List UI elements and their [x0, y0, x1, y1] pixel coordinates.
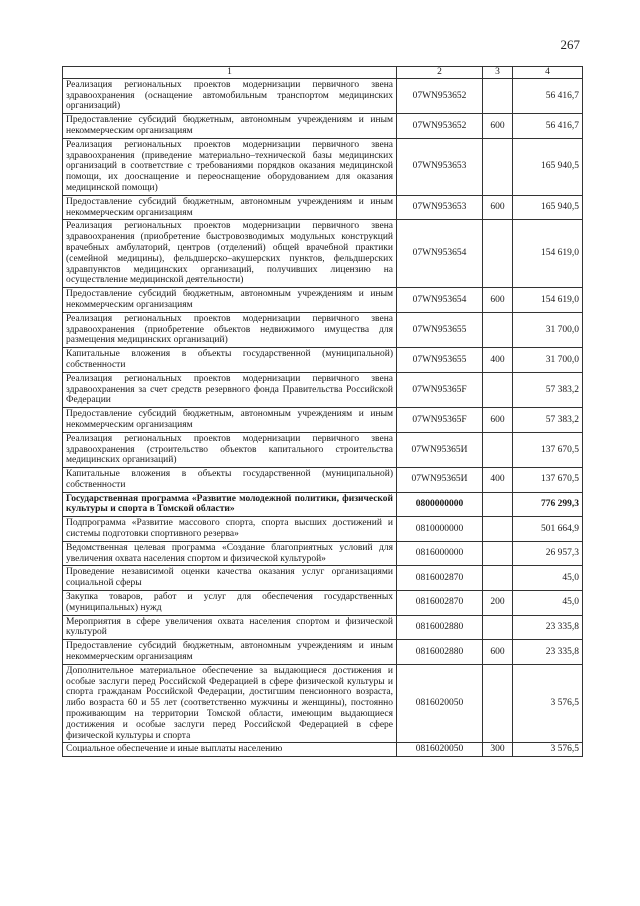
- row-amount-cell: 137 670,5: [513, 468, 583, 493]
- row-type-cell: 200: [483, 591, 513, 616]
- row-type-cell: 600: [483, 288, 513, 313]
- table-row: [63, 114, 583, 139]
- row-amount-cell: 776 299,3: [513, 492, 583, 517]
- row-code-cell: 07WN953655: [397, 312, 483, 347]
- table-row: [63, 78, 583, 113]
- table-row: [63, 432, 583, 467]
- row-name-cell: Закупка товаров, работ и услуг для обеспечения государственных (муниципальных) нужд: [63, 591, 397, 616]
- row-amount-cell: 137 670,5: [513, 432, 583, 467]
- row-name-cell: Предоставление субсидий бюджетным, автономным учреждениям и иным некоммерческим организациям: [63, 288, 397, 313]
- table-row: [63, 220, 583, 288]
- row-name-cell: Предоставление субсидий бюджетным, автономным учреждениям и иным некоммерческим организациям: [63, 195, 397, 220]
- row-name-cell: Ведомственная целевая программа «Создание благоприятных условий для увеличения охвата населения спортом и физической культурой»: [63, 541, 397, 566]
- row-name-cell: Реализация региональных проектов модернизации первичного звена здравоохранения (приведение материально–технической базы медицинских организаций в соответствие с требованиями порядков оказания медицинской помощи, их дооснащение и переоснащение оборудованием для оказания медицинской помощи): [63, 138, 397, 195]
- table-row: [63, 468, 583, 493]
- row-code-cell: 07WN953654: [397, 288, 483, 313]
- row-code-cell: 07WN95365F: [397, 372, 483, 407]
- row-type-cell: [483, 372, 513, 407]
- row-amount-cell: 3 576,5: [513, 743, 583, 757]
- row-amount-cell: 23 335,8: [513, 615, 583, 640]
- row-amount-cell: 57 383,2: [513, 372, 583, 407]
- row-name-cell: Реализация региональных проектов модернизации первичного звена здравоохранения (строительство объектов капитального строительства медицинских организаций): [63, 432, 397, 467]
- row-amount-cell: 26 957,3: [513, 541, 583, 566]
- row-name-cell: Проведение независимой оценки качества оказания услуг организациями социальной сферы: [63, 566, 397, 591]
- row-name-cell: Подпрограмма «Развитие массового спорта, спорта высших достижений и системы подготовки спортивного резерва»: [63, 517, 397, 542]
- row-type-cell: [483, 78, 513, 113]
- row-code-cell: 07WN953652: [397, 78, 483, 113]
- table-row: [63, 541, 583, 566]
- header-type: 3: [483, 67, 513, 79]
- table-row: [63, 615, 583, 640]
- row-name-cell: Реализация региональных проектов модернизации первичного звена здравоохранения (оснащение автомобильным транспортом медицинских организаций): [63, 78, 397, 113]
- row-code-cell: 0816020050: [397, 743, 483, 757]
- row-amount-cell: 45,0: [513, 591, 583, 616]
- table-row: [63, 312, 583, 347]
- row-amount-cell: 3 576,5: [513, 664, 583, 743]
- table-body: [63, 78, 583, 756]
- row-amount-cell: 57 383,2: [513, 408, 583, 433]
- row-code-cell: 0816002880: [397, 615, 483, 640]
- row-type-cell: 600: [483, 408, 513, 433]
- row-amount-cell: 45,0: [513, 566, 583, 591]
- row-name-cell: Социальное обеспечение и иные выплаты населению: [63, 743, 397, 757]
- row-code-cell: 0800000000: [397, 492, 483, 517]
- row-code-cell: 07WN953653: [397, 138, 483, 195]
- row-name-cell: Предоставление субсидий бюджетным, автономным учреждениям и иным некоммерческим организациям: [63, 640, 397, 665]
- row-code-cell: 0816002880: [397, 640, 483, 665]
- row-name-cell: Реализация региональных проектов модернизации первичного звена здравоохранения (приобретение объектов недвижимого имущества для размещения медицинских организаций): [63, 312, 397, 347]
- row-code-cell: 07WN953654: [397, 220, 483, 288]
- header-code: 2: [397, 67, 483, 79]
- row-type-cell: 300: [483, 743, 513, 757]
- header-amount: 4: [513, 67, 583, 79]
- row-code-cell: 0816002870: [397, 591, 483, 616]
- page-number: 267: [560, 37, 580, 52]
- row-type-cell: [483, 664, 513, 743]
- table-row: [63, 743, 583, 757]
- row-type-cell: [483, 566, 513, 591]
- table-row: [63, 348, 583, 373]
- row-name-cell: Мероприятия в сфере увеличения охвата населения спортом и физической культурой: [63, 615, 397, 640]
- row-type-cell: [483, 615, 513, 640]
- row-type-cell: [483, 138, 513, 195]
- row-type-cell: 600: [483, 640, 513, 665]
- row-amount-cell: 165 940,5: [513, 195, 583, 220]
- header-name: 1: [63, 67, 397, 79]
- table-row: [63, 492, 583, 517]
- row-amount-cell: 165 940,5: [513, 138, 583, 195]
- row-type-cell: 600: [483, 114, 513, 139]
- row-code-cell: 07WN95365И: [397, 468, 483, 493]
- row-amount-cell: 154 619,0: [513, 288, 583, 313]
- table-row: [63, 195, 583, 220]
- row-type-cell: [483, 220, 513, 288]
- row-code-cell: 07WN953653: [397, 195, 483, 220]
- table-row: [63, 138, 583, 195]
- row-code-cell: 0816000000: [397, 541, 483, 566]
- row-amount-cell: 501 664,9: [513, 517, 583, 542]
- row-type-cell: 600: [483, 195, 513, 220]
- row-code-cell: 07WN953652: [397, 114, 483, 139]
- row-type-cell: 400: [483, 468, 513, 493]
- table-row: [63, 664, 583, 743]
- row-amount-cell: 31 700,0: [513, 312, 583, 347]
- row-name-cell: Реализация региональных проектов модернизации первичного звена здравоохранения (приобретение быстровозводимых модульных конструкций врачебных амбулаторий, центров (отделений) общей врачебной практики (семейной медицины), фельдшерско–акушерских пунктов, фельдшерских здравпунктов медицинских организаций, получивших лицензию на осуществление медицинской деятельности): [63, 220, 397, 288]
- row-type-cell: [483, 517, 513, 542]
- row-code-cell: 0816002870: [397, 566, 483, 591]
- row-code-cell: 0810000000: [397, 517, 483, 542]
- row-name-cell: Государственная программа «Развитие молодежной политики, физической культуры и спорта в Томской области»: [63, 492, 397, 517]
- row-amount-cell: 23 335,8: [513, 640, 583, 665]
- row-type-cell: [483, 432, 513, 467]
- table-row: [63, 640, 583, 665]
- row-code-cell: 07WN953655: [397, 348, 483, 373]
- header-row: [63, 67, 583, 79]
- row-amount-cell: 56 416,7: [513, 114, 583, 139]
- row-name-cell: Капитальные вложения в объекты государственной (муниципальной) собственности: [63, 348, 397, 373]
- table-row: [63, 591, 583, 616]
- row-type-cell: 400: [483, 348, 513, 373]
- row-name-cell: Дополнительное материальное обеспечение за выдающиеся достижения и особые заслуги перед Российской Федерацией в сфере физической культуры и спорта гражданам Российской Федерации, достигшим пенсионного возраста, либо возраста 60 и 55 лет (соответственно мужчины и женщины), постоянно проживающим на территории Томской области, имеющим выдающиеся достижения и особые заслуги перед Российской Федерацией в сфере физической культуры и спорта: [63, 664, 397, 743]
- row-type-cell: [483, 541, 513, 566]
- table-row: [63, 372, 583, 407]
- table-row: [63, 517, 583, 542]
- row-code-cell: 07WN95365F: [397, 408, 483, 433]
- table-row: [63, 566, 583, 591]
- row-name-cell: Предоставление субсидий бюджетным, автономным учреждениям и иным некоммерческим организациям: [63, 408, 397, 433]
- table-row: [63, 408, 583, 433]
- table-row: [63, 288, 583, 313]
- row-type-cell: [483, 312, 513, 347]
- row-amount-cell: 31 700,0: [513, 348, 583, 373]
- row-amount-cell: 154 619,0: [513, 220, 583, 288]
- row-name-cell: Реализация региональных проектов модернизации первичного звена здравоохранения за счет средств резервного фонда Правительства Российской Федерации: [63, 372, 397, 407]
- row-amount-cell: 56 416,7: [513, 78, 583, 113]
- row-name-cell: Капитальные вложения в объекты государственной (муниципальной) собственности: [63, 468, 397, 493]
- row-name-cell: Предоставление субсидий бюджетным, автономным учреждениям и иным некоммерческим организациям: [63, 114, 397, 139]
- row-code-cell: 0816020050: [397, 664, 483, 743]
- row-code-cell: 07WN95365И: [397, 432, 483, 467]
- row-type-cell: [483, 492, 513, 517]
- budget-table: [62, 66, 583, 757]
